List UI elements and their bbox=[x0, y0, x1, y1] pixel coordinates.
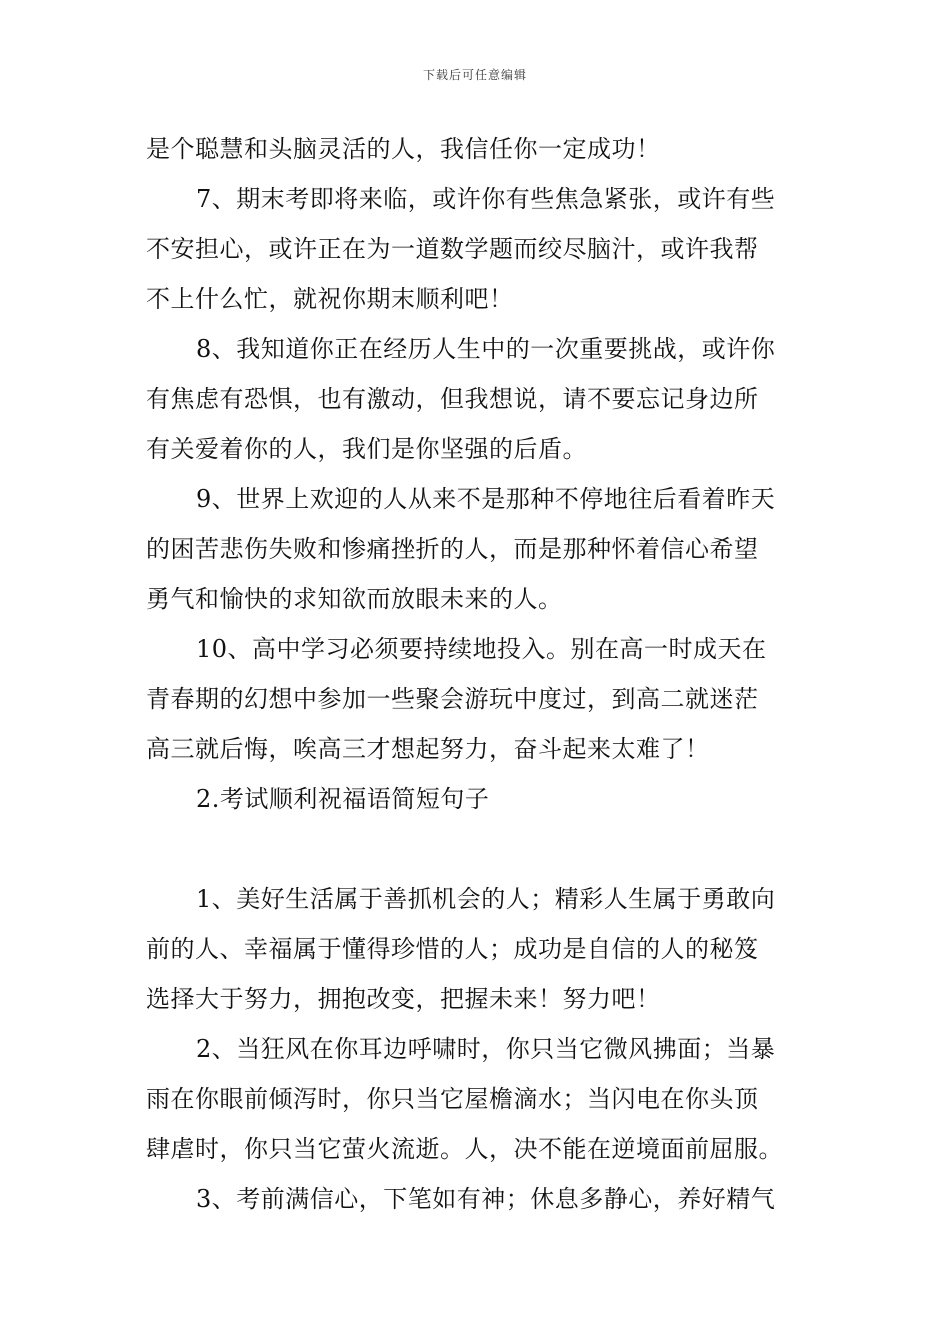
paragraph-3-line: 3、考前满信心，下笔如有神；休息多静心，养好精气 bbox=[196, 1185, 776, 1213]
paragraph-7-line: 不安担心，或许正在为一道数学题而绞尽脑汁，或许我帮 bbox=[146, 235, 759, 263]
paragraph-9-line: 的困苦悲伤失败和惨痛挫折的人，而是那种怀着信心希望 bbox=[146, 535, 759, 563]
paragraph-8-line: 有焦虑有恐惧，也有激动，但我想说，请不要忘记身边所 bbox=[146, 385, 759, 413]
paragraph-1-line: 前的人、幸福属于懂得珍惜的人；成功是自信的人的秘笈 bbox=[146, 935, 759, 963]
paragraph-8-line: 8、我知道你正在经历人生中的一次重要挑战，或许你 bbox=[196, 335, 776, 363]
paragraph-2-line: 肆虐时，你只当它萤火流逝。人，决不能在逆境面前屈服。 bbox=[146, 1135, 783, 1163]
paragraph-8-line: 有关爱着你的人，我们是你坚强的后盾。 bbox=[146, 435, 587, 463]
text-line: 是个聪慧和头脑灵活的人，我信任你一定成功！ bbox=[146, 135, 661, 163]
document-body bbox=[146, 124, 808, 1224]
paragraph-2-line: 雨在你眼前倾泻时，你只当它屋檐滴水；当闪电在你头顶 bbox=[146, 1085, 759, 1113]
page-header-note: 下载后可任意编辑 bbox=[422, 68, 527, 82]
paragraph-10-line: 10、高中学习必须要持续地投入。别在高一时成天在 bbox=[196, 635, 767, 663]
section-spacer bbox=[146, 824, 808, 874]
paragraph-7-line: 7、期末考即将来临，或许你有些焦急紧张，或许有些 bbox=[196, 185, 776, 213]
paragraph-10-line: 高三就后悔，唉高三才想起努力，奋斗起来太难了！ bbox=[146, 735, 710, 763]
section-heading: 2.考试顺利祝福语简短句子 bbox=[196, 785, 490, 813]
paragraph-7-line: 不上什么忙，就祝你期末顺利吧！ bbox=[146, 285, 514, 313]
paragraph-2-line: 2、当狂风在你耳边呼啸时，你只当它微风拂面；当暴 bbox=[196, 1035, 776, 1063]
paragraph-1-line: 1、美好生活属于善抓机会的人；精彩人生属于勇敢向 bbox=[196, 885, 776, 913]
paragraph-10-line: 青春期的幻想中参加一些聚会游玩中度过，到高二就迷茫 bbox=[146, 685, 759, 713]
paragraph-1-line: 选择大于努力，拥抱改变，把握未来！努力吧！ bbox=[146, 985, 661, 1013]
paragraph-9-line: 9、世界上欢迎的人从来不是那种不停地往后看着昨天 bbox=[196, 485, 776, 513]
paragraph-9-line: 勇气和愉快的求知欲而放眼未来的人。 bbox=[146, 585, 563, 613]
